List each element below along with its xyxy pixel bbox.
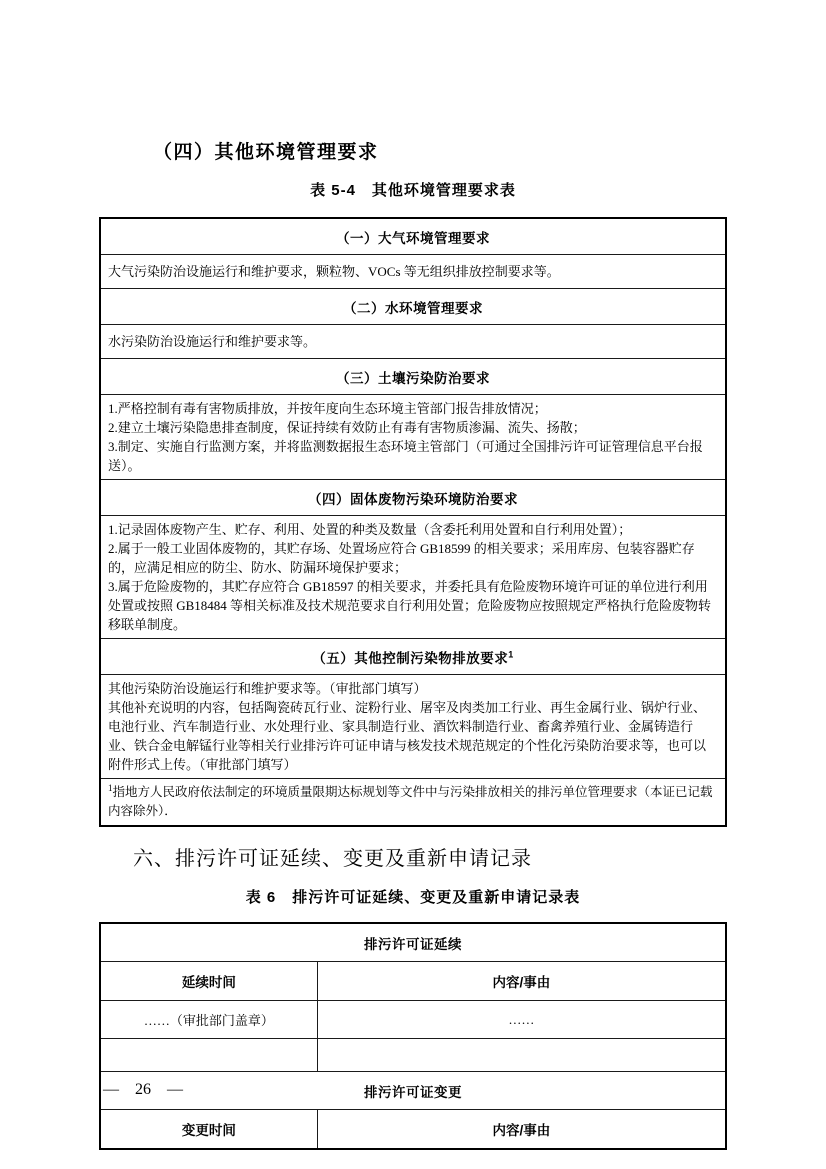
- footnote-reference: 1: [508, 649, 514, 660]
- section-header-air: （一）大气环境管理要求: [100, 218, 726, 255]
- table-row: [100, 1039, 726, 1072]
- table-row: [100, 516, 726, 639]
- table-row: [100, 218, 726, 255]
- table-row: [100, 779, 726, 827]
- footer-dash-right: —: [167, 1081, 183, 1098]
- change-time-column-header: 变更时间: [100, 1110, 317, 1150]
- solid-waste-item-2: 2.属于一般工业固体废物的，其贮存场、处置场应符合 GB18599 的相关要求；采用库房、包装容器贮存的，应满足相应的防尘、防水、防漏环境保护要求；: [108, 541, 695, 575]
- section-content-soil: [100, 395, 726, 480]
- section-header-water: （二）水环境管理要求: [100, 289, 726, 325]
- footnote-text: 指地方人民政府依法制定的环境质量限期达标规划等文件中与污染排放相关的排污单位管理要求（本证已记载内容除外）．: [108, 785, 713, 818]
- table-row: [100, 1110, 726, 1150]
- page-number: 26: [135, 1081, 151, 1098]
- other-pollutants-line-1: 其他污染防治设施运行和维护要求等。（审批部门填写）: [108, 681, 427, 696]
- section-content-solid-waste: [100, 516, 726, 639]
- table-5-4-caption: 表 5-4 其他环境管理要求表: [310, 182, 516, 199]
- renewal-time-empty: [100, 1039, 317, 1072]
- renewal-content-value: ……: [317, 1001, 726, 1039]
- solid-waste-item-1: 1.记录固体废物产生、贮存、利用、处置的种类及数量（含委托利用处置和自行利用处置）；: [108, 522, 632, 537]
- other-pollutants-header-text: （五）其他控制污染物排放要求: [312, 651, 509, 666]
- section-content-air: 大气污染防治设施运行和维护要求，颗粒物、VOCs 等无组织排放控制要求等。: [100, 255, 726, 289]
- footer-dash-left: —: [103, 1081, 119, 1098]
- section-content-other-pollutants: [100, 675, 726, 779]
- table-row: [100, 962, 726, 1001]
- table-row: [100, 1072, 726, 1110]
- footnote-marker: 1: [108, 782, 113, 793]
- table-row: [100, 255, 726, 289]
- renewal-content-empty: [317, 1039, 726, 1072]
- change-section-header: 排污许可证变更: [100, 1072, 726, 1110]
- footnote-cell: [100, 779, 726, 827]
- renewal-content-column-header: 内容/事由: [317, 962, 726, 1001]
- soil-item-2: 2.建立土壤污染隐患排查制度，保证持续有效防止有毒有害物质渗漏、流失、扬散；: [108, 420, 586, 435]
- table-5-4: [99, 217, 727, 827]
- table-row: [100, 289, 726, 325]
- other-pollutants-line-2: 其他补充说明的内容，包括陶瓷砖瓦行业、淀粉行业、屠宰及肉类加工行业、再生金属行业、锅炉行业、电池行业、汽车制造行业、水处理行业、家具制造行业、酒饮料制造行业、畜禽养殖行业、金属铸造行业、铁合金电解锰行业等相关行业排污许可证申请与核发技术规范规定的个性化污染防治要求等，也可以附件形式上传。（审批部门填写）: [108, 700, 707, 772]
- change-content-column-header: 内容/事由: [317, 1110, 726, 1150]
- section-4-heading: （四）其他环境管理要求: [153, 142, 379, 163]
- section-header-solid-waste: （四）固体废物污染环境防治要求: [100, 480, 726, 516]
- table-row: [100, 675, 726, 779]
- table-row: [100, 325, 726, 359]
- table-6-caption: 表 6 排污许可证延续、变更及重新申请记录表: [245, 889, 581, 906]
- table-row: [100, 395, 726, 480]
- table-row: [100, 480, 726, 516]
- page-footer: [103, 1081, 183, 1099]
- table-row: [100, 639, 726, 675]
- table-row: [100, 923, 726, 962]
- section-content-water: 水污染防治设施运行和维护要求等。: [100, 325, 726, 359]
- section-header-soil: （三）土壤污染防治要求: [100, 359, 726, 395]
- soil-item-3: 3.制定、实施自行监测方案，并将监测数据报生态环境主管部门（可通过全国排污许可证管理信息平台报送）。: [108, 439, 703, 473]
- table-6: [99, 922, 727, 1150]
- renewal-section-header: 排污许可证延续: [100, 923, 726, 962]
- table-row: [100, 359, 726, 395]
- section-header-other-pollutants: [100, 639, 726, 675]
- section-6-heading: 六、排污许可证延续、变更及重新申请记录: [133, 848, 532, 870]
- renewal-time-column-header: 延续时间: [100, 962, 317, 1001]
- table-row: [100, 1001, 726, 1039]
- solid-waste-item-3: 3.属于危险废物的，其贮存应符合 GB18597 的相关要求，并委托具有危险废物环境许可证的单位进行利用处置或按照 GB18484 等相关标准及技术规范要求自行利用处置；危险废物应按照规定严格执行危险废物转移联单制度。: [108, 579, 712, 632]
- soil-item-1: 1.严格控制有毒有害物质排放，并按年度向生态环境主管部门报告排放情况；: [108, 401, 547, 416]
- renewal-time-value: ……（审批部门盖章）: [100, 1001, 317, 1039]
